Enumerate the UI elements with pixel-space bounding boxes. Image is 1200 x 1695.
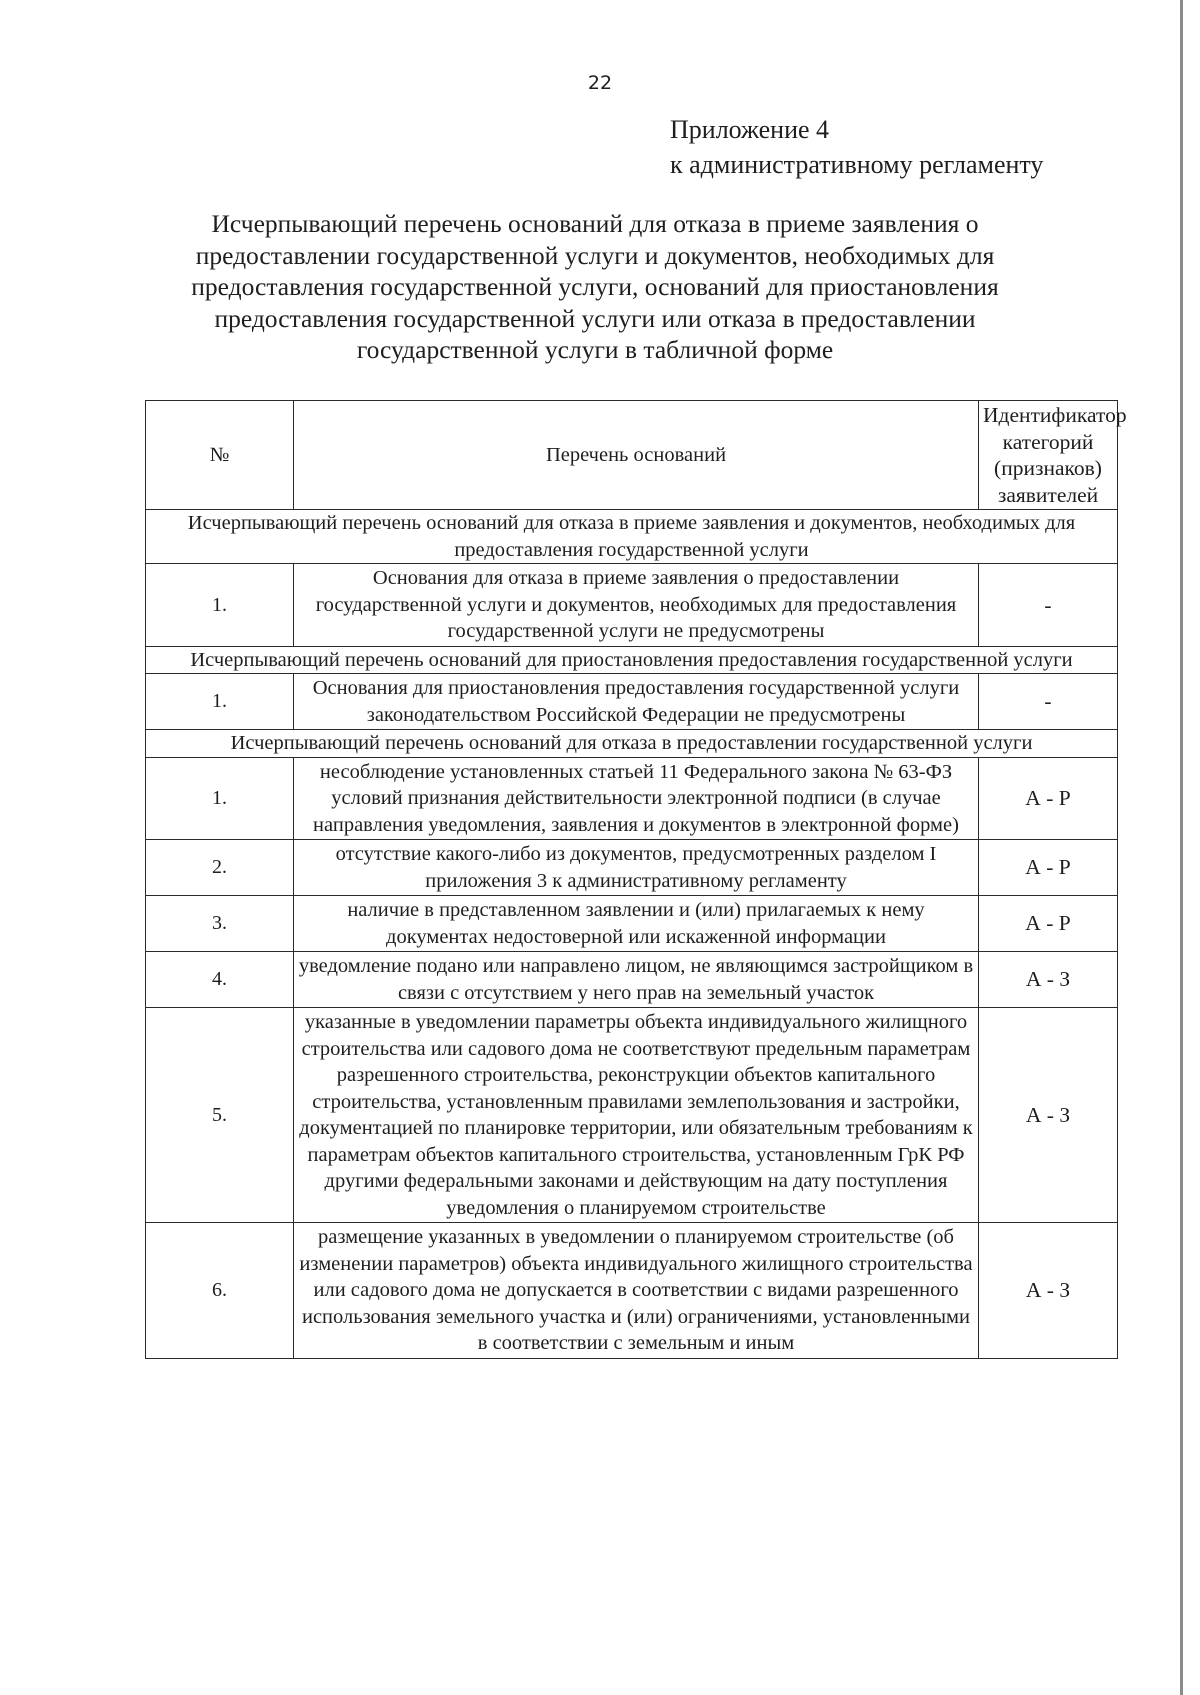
row-number: 1.: [146, 674, 294, 730]
appendix-label: Приложение 4: [670, 115, 830, 144]
row-number: 3.: [146, 896, 294, 952]
section-title: Исчерпывающий перечень оснований для отказа в приеме заявления и документов, необходимых для предоставления государственной услуги: [146, 510, 1118, 564]
row-number: 2.: [146, 840, 294, 896]
row-category-id: -: [979, 564, 1118, 647]
row-number: 4.: [146, 952, 294, 1008]
row-ground-text: Основания для отказа в приеме заявления о предоставлении государственной услуги и документов, необходимых для предоставления государственной услуги не предусмотрены: [294, 564, 979, 647]
document-title: Исчерпывающий перечень оснований для отказа в приеме заявления о предоставлении государственной услуги и документов, необходимых для предоставления государственной услуги, оснований для приостановления предоставления государственной услуги или отказа в предоставлении государственной услуги в табличной форме: [191, 209, 999, 364]
row-category-id: А - Р: [979, 757, 1118, 840]
row-ground-text: размещение указанных в уведомлении о планируемом строительстве (об изменении параметров) объекта индивидуального жилищного строительства или садового дома не допускается в соответствии с видами разрешенного использования земельного участка и (или) ограничениями, установленными в соответствии с земельным и иным: [294, 1223, 979, 1359]
grounds-table: [145, 400, 1127, 1359]
table-row: [146, 1223, 1118, 1359]
row-ground-text: наличие в представленном заявлении и (или) прилагаемых к нему документах недостоверной или искаженной информации: [294, 896, 979, 952]
row-category-id: А - З: [979, 1223, 1118, 1359]
table-row: [146, 1008, 1118, 1223]
appendix-block: [670, 112, 1043, 182]
table-row: [146, 674, 1118, 730]
row-number: 1.: [146, 564, 294, 647]
row-category-id: А - З: [979, 952, 1118, 1008]
row-ground-text: отсутствие какого-либо из документов, предусмотренных разделом I приложения 3 к административному регламенту: [294, 840, 979, 896]
row-ground-text: несоблюдение установленных статьей 11 Федерального закона № 63-ФЗ условий признания действительности электронной подписи (в случае направления уведомления, заявления и документов в электронной форме): [294, 757, 979, 840]
page-edge-shadow: [1180, 0, 1183, 1695]
table-row: [146, 757, 1118, 840]
row-category-id: -: [979, 674, 1118, 730]
table-row: [146, 840, 1118, 896]
table-row: [146, 896, 1118, 952]
row-ground-text: уведомление подано или направлено лицом, не являющимся застройщиком в связи с отсутствием у него прав на земельный участок: [294, 952, 979, 1008]
row-ground-text: указанные в уведомлении параметры объекта индивидуального жилищного строительства или садового дома не соответствуют предельным параметрам разрешенного строительства, реконструкции объектов капитального строительства, установленным правилами землепользования и застройки, документацией по планировке территории, или обязательным требованиям к параметрам объектов капитального строительства, установленным ГрК РФ другими федеральными законами и действующим на дату поступления уведомления о планируемом строительстве: [294, 1008, 979, 1223]
row-number: 5.: [146, 1008, 294, 1223]
header-applicant-category-id: Идентификатор категорий (признаков) заявителей: [979, 401, 1118, 510]
table-header-row: [146, 401, 1118, 510]
table-row: [146, 952, 1118, 1008]
row-ground-text: Основания для приостановления предоставления государственной услуги законодательством Российской Федерации не предусмотрены: [294, 674, 979, 730]
table-row: [146, 564, 1118, 647]
header-list-of-grounds: Перечень оснований: [294, 401, 979, 510]
row-number: 6.: [146, 1223, 294, 1359]
header-number: №: [146, 401, 294, 510]
appendix-reference: к административному регламенту: [670, 150, 1044, 179]
section-title: Исчерпывающий перечень оснований для приостановления предоставления государственной услуги: [146, 646, 1118, 674]
section-row: [146, 730, 1118, 758]
row-category-id: А - Р: [979, 840, 1118, 896]
grounds-table-container: [145, 400, 1127, 1359]
row-category-id: А - Р: [979, 896, 1118, 952]
section-title: Исчерпывающий перечень оснований для отказа в предоставлении государственной услуги: [146, 730, 1118, 758]
row-category-id: А - З: [979, 1008, 1118, 1223]
row-number: 1.: [146, 757, 294, 840]
section-row: [146, 510, 1118, 564]
page-number: 22: [587, 72, 613, 94]
section-row: [146, 646, 1118, 674]
